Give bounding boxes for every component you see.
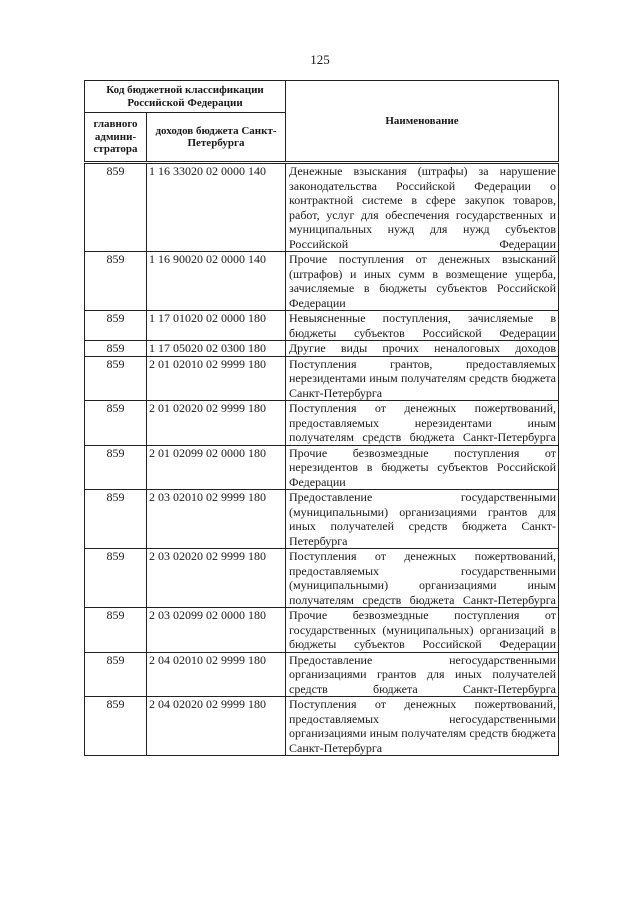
table-row xyxy=(85,697,559,756)
admin-code-cell: 859 xyxy=(85,608,147,653)
name-cell: Предоставление государственными (муниципальными) организациями грантов для иных получателей средств бюджета Санкт-Петербурга xyxy=(286,490,559,549)
name-cell: Поступления от денежных пожертвований, предоставляемых нерезидентами иным получателям средств бюджета Санкт-Петербурга xyxy=(286,401,559,446)
income-code-cell: 2 01 02099 02 0000 180 xyxy=(147,445,286,490)
income-code-cell: 1 17 01020 02 0000 180 xyxy=(147,311,286,341)
income-code-cell: 2 03 02010 02 9999 180 xyxy=(147,490,286,549)
admin-code-cell: 859 xyxy=(85,652,147,697)
table-row xyxy=(85,356,559,401)
header-admin: главного админи-стратора xyxy=(85,113,147,162)
table-header xyxy=(84,80,559,162)
header-group-title: Код бюджетной классификации Российской Федерации xyxy=(85,81,286,113)
name-cell: Поступления грантов, предоставляемых нерезидентами иным получателям средств бюджета Санкт-Петербурга xyxy=(286,356,559,401)
name-cell: Прочие поступления от денежных взысканий (штрафов) и иных сумм в возмещение ущерба, зачисляемые в бюджеты субъектов Российской Федерации xyxy=(286,252,559,311)
table-row xyxy=(85,608,559,653)
name-cell: Предоставление негосударственными организациями грантов для иных получателей средств бюджета Санкт-Петербурга xyxy=(286,652,559,697)
header-name: Наименование xyxy=(286,81,559,162)
table-row xyxy=(85,549,559,608)
name-cell: Денежные взыскания (штрафы) за нарушение законодательства Российской Федерации о контрактной системе в сфере закупок товаров, работ, услуг для обеспечения государственных и муниципальных нужд для нужд субъектов Российской Федерации xyxy=(286,164,559,252)
income-code-cell: 2 04 02010 02 9999 180 xyxy=(147,652,286,697)
admin-code-cell: 859 xyxy=(85,164,147,252)
header-income: доходов бюджета Санкт-Петербурга xyxy=(147,113,286,162)
income-code-cell: 1 17 05020 02 0300 180 xyxy=(147,341,286,357)
name-cell: Невыясненные поступления, зачисляемые в бюджеты субъектов Российской Федерации xyxy=(286,311,559,341)
income-code-cell: 2 01 02020 02 9999 180 xyxy=(147,401,286,446)
admin-code-cell: 859 xyxy=(85,445,147,490)
table-row xyxy=(85,311,559,341)
name-cell: Поступления от денежных пожертвований, предоставляемых негосударственными организациями иным получателям средств бюджета Санкт-Петербурга xyxy=(286,697,559,756)
table-row xyxy=(85,401,559,446)
admin-code-cell: 859 xyxy=(85,549,147,608)
page-number: 125 xyxy=(310,52,330,67)
name-cell: Поступления от денежных пожертвований, предоставляемых государственными (муниципальными) организациями иным получателям средств бюджета Санкт-Петербурга xyxy=(286,549,559,608)
income-code-cell: 2 03 02020 02 9999 180 xyxy=(147,549,286,608)
name-cell: Другие виды прочих неналоговых доходов xyxy=(286,341,559,357)
income-table xyxy=(84,163,559,756)
admin-code-cell: 859 xyxy=(85,341,147,357)
income-code-cell: 2 03 02099 02 0000 180 xyxy=(147,608,286,653)
income-code-cell: 2 04 02020 02 9999 180 xyxy=(147,697,286,756)
name-cell: Прочие безвозмездные поступления от государственных (муниципальных) организаций в бюджеты субъектов Российской Федерации xyxy=(286,608,559,653)
income-code-cell: 1 16 90020 02 0000 140 xyxy=(147,252,286,311)
income-code-cell: 2 01 02010 02 9999 180 xyxy=(147,356,286,401)
table-row xyxy=(85,490,559,549)
table-row xyxy=(85,652,559,697)
table-row xyxy=(85,445,559,490)
table-row xyxy=(85,252,559,311)
name-cell: Прочие безвозмездные поступления от нерезидентов в бюджеты субъектов Российской Федерации xyxy=(286,445,559,490)
table-row xyxy=(85,164,559,252)
admin-code-cell: 859 xyxy=(85,490,147,549)
admin-code-cell: 859 xyxy=(85,401,147,446)
admin-code-cell: 859 xyxy=(85,697,147,756)
admin-code-cell: 859 xyxy=(85,356,147,401)
income-code-cell: 1 16 33020 02 0000 140 xyxy=(147,164,286,252)
admin-code-cell: 859 xyxy=(85,252,147,311)
table-row xyxy=(85,341,559,357)
admin-code-cell: 859 xyxy=(85,311,147,341)
